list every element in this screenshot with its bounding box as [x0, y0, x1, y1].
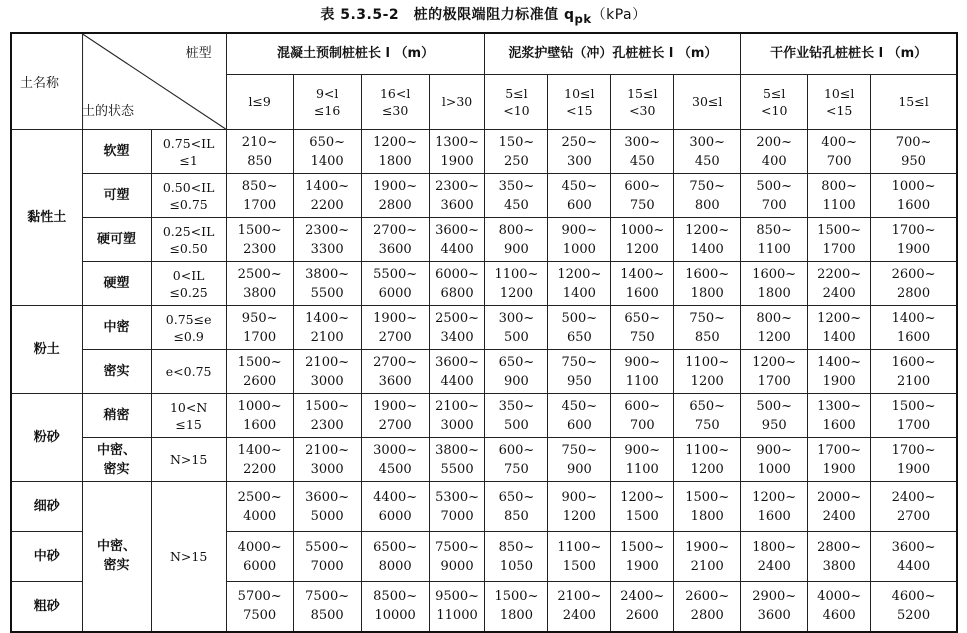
value-cell: 650~ 750 [611, 306, 674, 350]
value-cell: 1400~ 1600 [871, 306, 957, 350]
value-cell: 3600~ 4400 [871, 532, 957, 582]
value-cell: 1700~ 1900 [871, 438, 957, 482]
value-cell: 300~ 450 [611, 130, 674, 174]
table-row [11, 306, 957, 350]
value-cell: 2100~ 3000 [429, 394, 485, 438]
header-group-dry-bored: 干作业钻孔桩桩长 l （m） [741, 33, 957, 74]
value-cell: 1500~ 1700 [871, 394, 957, 438]
value-cell: 650~ 1400 [293, 130, 361, 174]
value-cell: 1500~ 2300 [293, 394, 361, 438]
value-cell: 200~ 400 [741, 130, 808, 174]
header-group-mud-bored: 泥浆护壁钻（冲）孔桩桩长 l （m） [485, 33, 741, 74]
value-cell: 450~ 600 [548, 174, 611, 218]
caption-title: 表 5.3.5-2 桩的极限端阻力标准值 q [320, 7, 575, 23]
value-cell: 850~ 1700 [226, 174, 293, 218]
soil-name-cell: 粗砂 [11, 582, 82, 632]
value-cell: 2300~ 3600 [429, 174, 485, 218]
table-row [11, 438, 957, 482]
soil-name-cell: 粉砂 [11, 394, 82, 482]
value-cell: 1200~ 1400 [808, 306, 871, 350]
value-cell: 750~ 950 [548, 350, 611, 394]
value-cell: 2700~ 3600 [361, 218, 429, 262]
soil-state-cell: 密实 [82, 350, 151, 394]
soil-state-cell: 软塑 [82, 130, 151, 174]
value-cell: 4000~ 6000 [226, 532, 293, 582]
value-cell: 2100~ 3000 [293, 438, 361, 482]
soil-state-cell: 中密、 密实 [82, 438, 151, 482]
value-cell: 5300~ 7000 [429, 482, 485, 532]
condition-cell: N>15 [151, 482, 226, 632]
value-cell: 7500~ 8500 [293, 582, 361, 632]
value-cell: 650~ 850 [485, 482, 548, 532]
condition-cell: 0.75≤e ≤0.9 [151, 306, 226, 350]
soil-state-cell: 可塑 [82, 174, 151, 218]
value-cell: 1900~ 2700 [361, 306, 429, 350]
soil-name-cell: 细砂 [11, 482, 82, 532]
value-cell: 1000~ 1200 [611, 218, 674, 262]
value-cell: 800~ 1100 [808, 174, 871, 218]
condition-cell: 0.75<IL ≤1 [151, 130, 226, 174]
value-cell: 4000~ 4600 [808, 582, 871, 632]
diagonal-header-cell [11, 33, 226, 130]
value-cell: 2500~ 3400 [429, 306, 485, 350]
value-cell: 1000~ 1600 [226, 394, 293, 438]
value-cell: 1900~ 2100 [674, 532, 741, 582]
value-cell: 2300~ 3300 [293, 218, 361, 262]
header-length-6: 15≤l <30 [611, 74, 674, 129]
value-cell: 1100~ 1200 [485, 262, 548, 306]
value-cell: 1200~ 1400 [548, 262, 611, 306]
value-cell: 1400~ 1600 [611, 262, 674, 306]
value-cell: 1200~ 1500 [611, 482, 674, 532]
value-cell: 6500~ 8000 [361, 532, 429, 582]
header-length-8: 5≤l <10 [741, 74, 808, 129]
value-cell: 5500~ 7000 [293, 532, 361, 582]
value-cell: 1100~ 1500 [548, 532, 611, 582]
value-cell: 850~ 1050 [485, 532, 548, 582]
header-pile-type: 桩型 [185, 46, 212, 61]
soil-state-cell: 稍密 [82, 394, 151, 438]
soil-state-cell: 硬塑 [82, 262, 151, 306]
value-cell: 150~ 250 [485, 130, 548, 174]
value-cell: 400~ 700 [808, 130, 871, 174]
value-cell: 900~ 1000 [548, 218, 611, 262]
value-cell: 1200~ 1700 [741, 350, 808, 394]
value-cell: 800~ 1200 [741, 306, 808, 350]
value-cell: 1600~ 1800 [674, 262, 741, 306]
value-cell: 750~ 900 [548, 438, 611, 482]
condition-cell: 0.25<IL ≤0.50 [151, 218, 226, 262]
value-cell: 950~ 1700 [226, 306, 293, 350]
value-cell: 750~ 800 [674, 174, 741, 218]
value-cell: 3800~ 5500 [429, 438, 485, 482]
condition-cell: 10<N ≤15 [151, 394, 226, 438]
value-cell: 2700~ 3600 [361, 350, 429, 394]
header-soil-name: 土名称 [20, 76, 60, 91]
value-cell: 1300~ 1900 [429, 130, 485, 174]
value-cell: 5500~ 6000 [361, 262, 429, 306]
header-length-3: l>30 [429, 74, 485, 129]
value-cell: 210~ 850 [226, 130, 293, 174]
table-row [11, 218, 957, 262]
value-cell: 1500~ 2300 [226, 218, 293, 262]
value-cell: 650~ 750 [674, 394, 741, 438]
value-cell: 1500~ 1900 [611, 532, 674, 582]
value-cell: 2100~ 2400 [548, 582, 611, 632]
value-cell: 1500~ 1700 [808, 218, 871, 262]
value-cell: 1700~ 1900 [808, 438, 871, 482]
value-cell: 300~ 500 [485, 306, 548, 350]
value-cell: 4400~ 6000 [361, 482, 429, 532]
condition-cell: 0<IL ≤0.25 [151, 262, 226, 306]
value-cell: 1400~ 2200 [226, 438, 293, 482]
value-cell: 3600~ 4400 [429, 218, 485, 262]
table-row [11, 394, 957, 438]
soil-state-cell: 硬可塑 [82, 218, 151, 262]
value-cell: 250~ 300 [548, 130, 611, 174]
header-length-0: l≤9 [226, 74, 293, 129]
value-cell: 350~ 500 [485, 394, 548, 438]
condition-cell: e<0.75 [151, 350, 226, 394]
end-resistance-table [10, 32, 958, 633]
value-cell: 3800~ 5500 [293, 262, 361, 306]
value-cell: 2500~ 4000 [226, 482, 293, 532]
header-row-groups [11, 33, 957, 74]
caption-subscript: pk [574, 11, 592, 26]
header-length-4: 5≤l <10 [485, 74, 548, 129]
header-length-10: 15≤l [871, 74, 957, 129]
soil-name-cell: 黏性土 [11, 130, 82, 306]
value-cell: 1100~ 1200 [674, 438, 741, 482]
value-cell: 1400~ 2100 [293, 306, 361, 350]
table-row [11, 482, 957, 532]
value-cell: 5700~ 7500 [226, 582, 293, 632]
value-cell: 2000~ 2400 [808, 482, 871, 532]
value-cell: 3600~ 4400 [429, 350, 485, 394]
value-cell: 500~ 650 [548, 306, 611, 350]
value-cell: 7500~ 9000 [429, 532, 485, 582]
value-cell: 1400~ 2200 [293, 174, 361, 218]
condition-cell: 0.50<IL ≤0.75 [151, 174, 226, 218]
value-cell: 1200~ 1800 [361, 130, 429, 174]
value-cell: 4600~ 5200 [871, 582, 957, 632]
header-length-9: 10≤l <15 [808, 74, 871, 129]
value-cell: 1400~ 1900 [808, 350, 871, 394]
value-cell: 1200~ 1600 [741, 482, 808, 532]
header-length-5: 10≤l <15 [548, 74, 611, 129]
value-cell: 300~ 450 [674, 130, 741, 174]
value-cell: 900~ 1200 [548, 482, 611, 532]
table-row [11, 174, 957, 218]
value-cell: 1000~ 1600 [871, 174, 957, 218]
value-cell: 600~ 700 [611, 394, 674, 438]
value-cell: 500~ 950 [741, 394, 808, 438]
header-soil-state: 土的状态 [82, 104, 135, 119]
table-row [11, 130, 957, 174]
value-cell: 1800~ 2400 [741, 532, 808, 582]
value-cell: 1700~ 1900 [871, 218, 957, 262]
value-cell: 900~ 1100 [611, 438, 674, 482]
value-cell: 1900~ 2700 [361, 394, 429, 438]
value-cell: 2200~ 2400 [808, 262, 871, 306]
value-cell: 1100~ 1200 [674, 350, 741, 394]
value-cell: 3600~ 5000 [293, 482, 361, 532]
value-cell: 650~ 900 [485, 350, 548, 394]
value-cell: 600~ 750 [611, 174, 674, 218]
value-cell: 2100~ 3000 [293, 350, 361, 394]
table-row [11, 350, 957, 394]
soil-name-cell: 中砂 [11, 532, 82, 582]
value-cell: 2400~ 2600 [611, 582, 674, 632]
caption-unit: （kPa） [591, 7, 647, 23]
header-group-precast: 混凝土预制桩桩长 l （m） [226, 33, 485, 74]
value-cell: 600~ 750 [485, 438, 548, 482]
value-cell: 750~ 850 [674, 306, 741, 350]
condition-cell: N>15 [151, 438, 226, 482]
value-cell: 1200~ 1400 [674, 218, 741, 262]
value-cell: 2500~ 3800 [226, 262, 293, 306]
value-cell: 9500~ 11000 [429, 582, 485, 632]
value-cell: 1500~ 1800 [485, 582, 548, 632]
value-cell: 500~ 700 [741, 174, 808, 218]
value-cell: 1600~ 2100 [871, 350, 957, 394]
value-cell: 8500~ 10000 [361, 582, 429, 632]
value-cell: 2600~ 2800 [674, 582, 741, 632]
soil-name-cell: 粉土 [11, 306, 82, 394]
header-length-7: 30≤l [674, 74, 741, 129]
value-cell: 850~ 1100 [741, 218, 808, 262]
value-cell: 800~ 900 [485, 218, 548, 262]
value-cell: 350~ 450 [485, 174, 548, 218]
header-length-1: 9<l ≤16 [293, 74, 361, 129]
value-cell: 2600~ 2800 [871, 262, 957, 306]
header-length-2: 16<l ≤30 [361, 74, 429, 129]
value-cell: 2900~ 3600 [741, 582, 808, 632]
value-cell: 1500~ 1800 [674, 482, 741, 532]
table-caption [0, 0, 967, 30]
value-cell: 450~ 600 [548, 394, 611, 438]
value-cell: 700~ 950 [871, 130, 957, 174]
value-cell: 1500~ 2600 [226, 350, 293, 394]
value-cell: 2400~ 2700 [871, 482, 957, 532]
table-row [11, 262, 957, 306]
value-cell: 900~ 1000 [741, 438, 808, 482]
value-cell: 6000~ 6800 [429, 262, 485, 306]
value-cell: 3000~ 4500 [361, 438, 429, 482]
value-cell: 2800~ 3800 [808, 532, 871, 582]
value-cell: 1300~ 1600 [808, 394, 871, 438]
value-cell: 900~ 1100 [611, 350, 674, 394]
value-cell: 1600~ 1800 [741, 262, 808, 306]
soil-state-cell: 中密、 密实 [82, 482, 151, 632]
soil-state-cell: 中密 [82, 306, 151, 350]
value-cell: 1900~ 2800 [361, 174, 429, 218]
